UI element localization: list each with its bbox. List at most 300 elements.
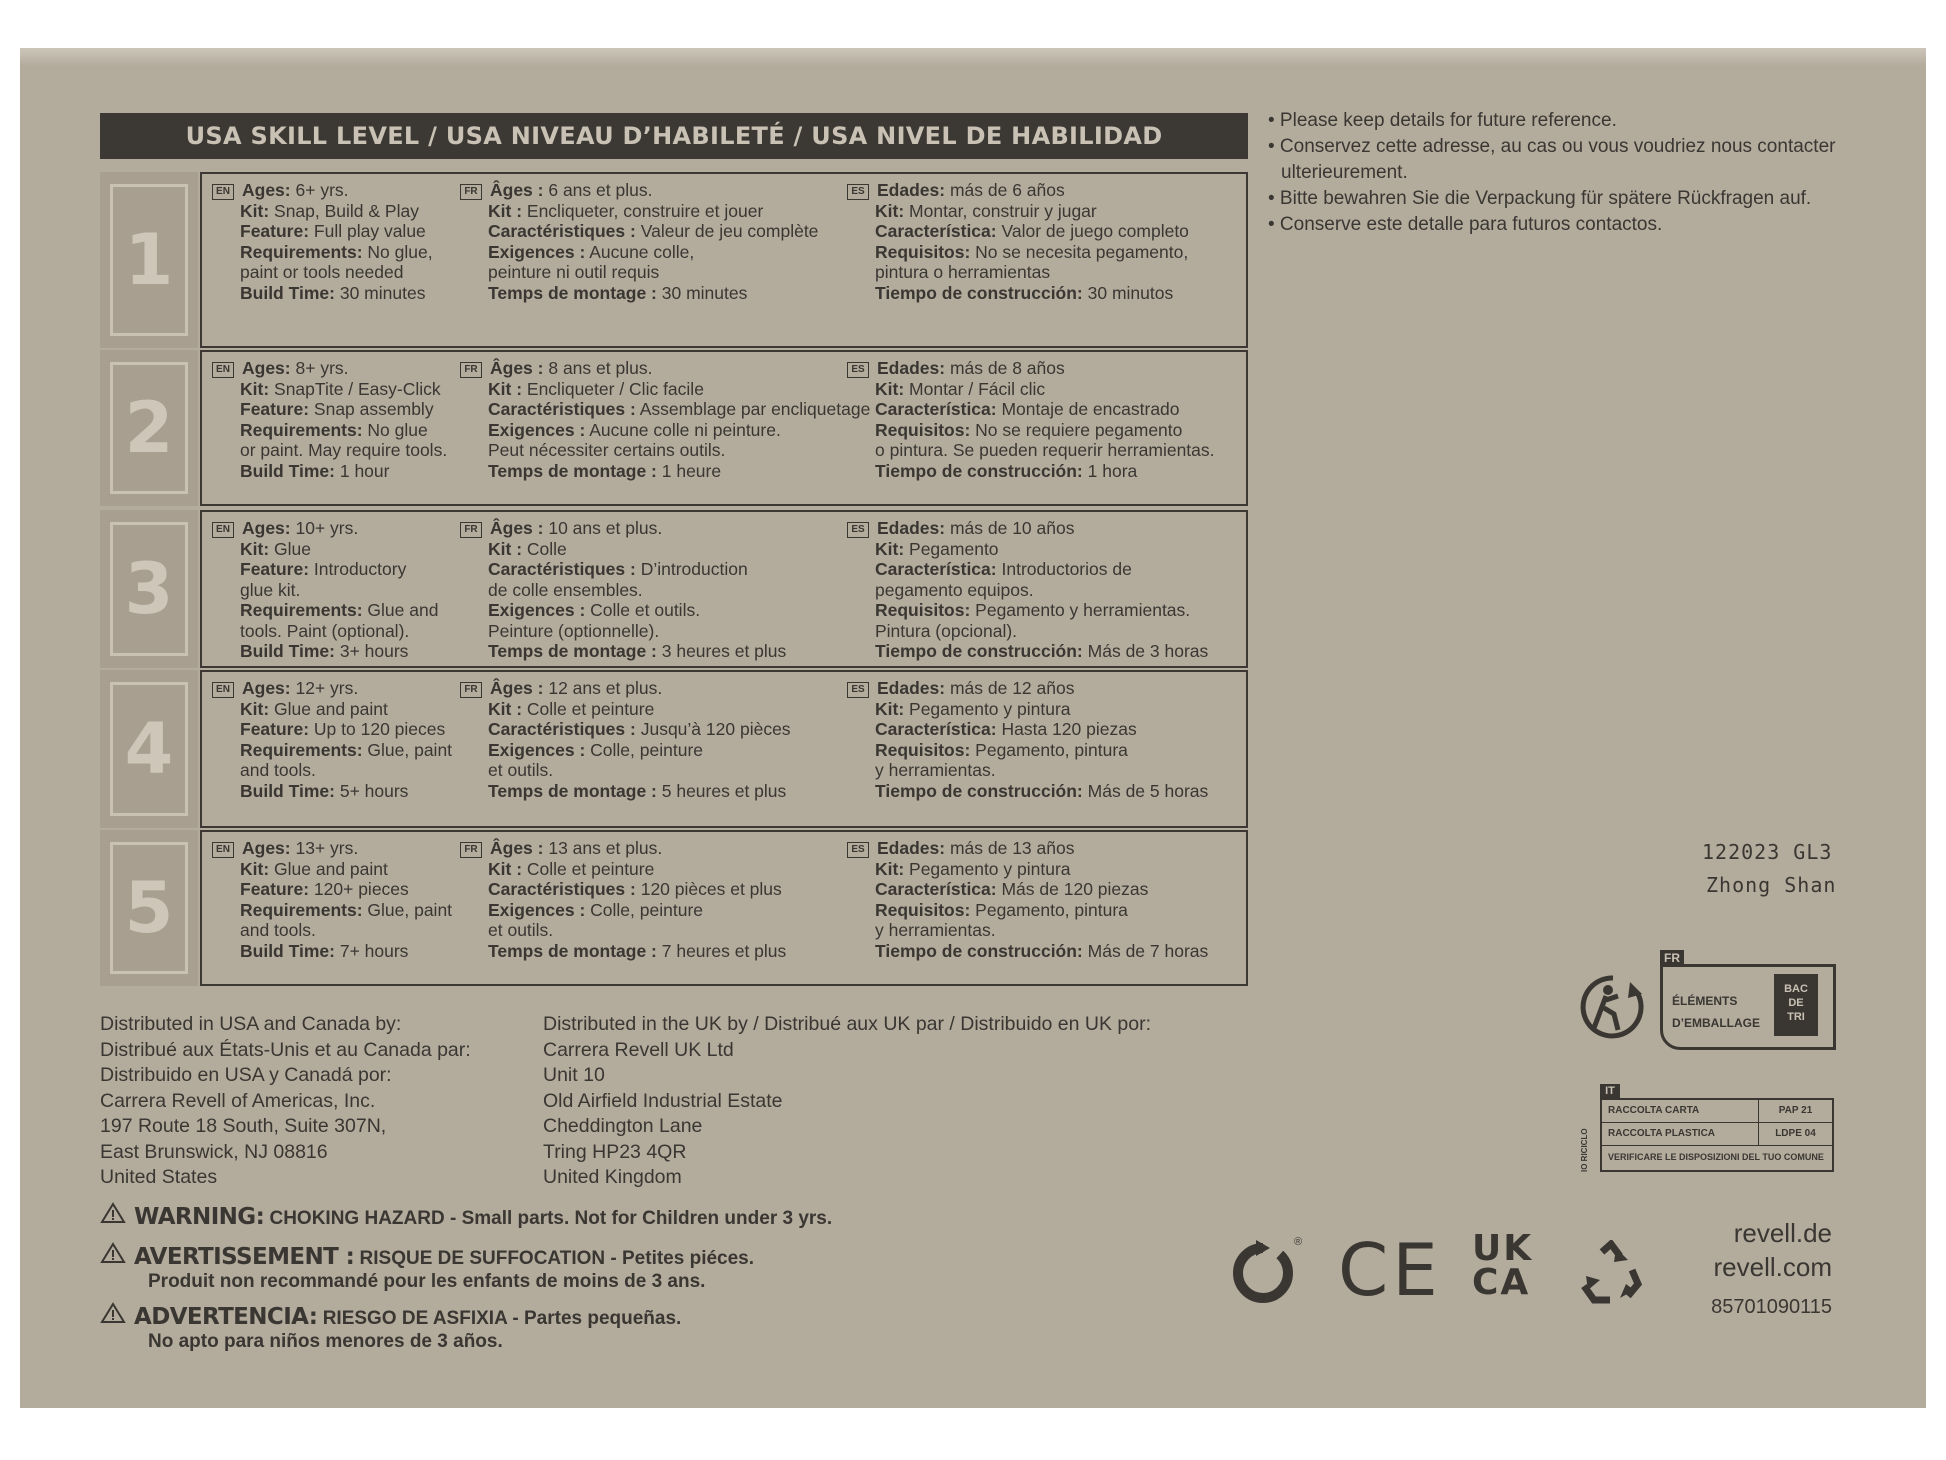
language-tag: EN	[212, 362, 234, 378]
detail-value: Peut nécessiter certains outils.	[488, 440, 726, 460]
language-tag: EN	[212, 184, 234, 200]
detail-line	[460, 518, 786, 539]
warning-title: AVERTISSEMENT :	[134, 1244, 355, 1270]
detail-label: Temps de montage :	[488, 282, 657, 303]
detail-label: Tiempo de construcción:	[875, 641, 1083, 661]
level-fr-column	[460, 518, 786, 662]
level-en-column	[212, 518, 438, 662]
detail-line	[212, 760, 452, 781]
detail-line	[460, 399, 870, 420]
detail-value: de colle ensembles.	[488, 579, 643, 600]
detail-value: Introductory	[313, 559, 407, 579]
detail-value: and tools.	[240, 920, 316, 940]
detail-label: Caractéristiques :	[488, 399, 636, 419]
ukca-text: CA	[1472, 1262, 1531, 1303]
detail-line	[460, 859, 786, 880]
dist-line: Distribué aux États-Unis et au Canada par:	[100, 1038, 471, 1061]
detail-line	[460, 621, 786, 642]
detail-value: 13+ yrs.	[295, 838, 359, 858]
level-number-column	[100, 172, 198, 348]
dist-line: 197 Route 18 South, Suite 307N,	[100, 1115, 387, 1137]
it-footer: VERIFICARE LE DISPOSIZIONI DEL TUO COMUNE	[1608, 1152, 1824, 1162]
detail-label: Requisitos:	[875, 739, 971, 760]
ukca-mark-icon	[1472, 1228, 1534, 1303]
detail-line	[847, 859, 1208, 880]
detail-value: 13 ans et plus.	[548, 838, 663, 858]
dist-line: Distributed in the UK by / Distribué aux UK par / Distribuido en UK por:	[543, 1013, 1152, 1035]
language-tag: ES	[847, 362, 869, 378]
dist-line: United States	[100, 1166, 218, 1188]
detail-line	[847, 580, 1208, 601]
warning-hazard: RIESGO DE ASFIXIA	[322, 1308, 508, 1329]
dist-line: Unit 10	[543, 1064, 605, 1086]
detail-value: Aucune colle,	[589, 241, 695, 262]
detail-value: Snap assembly	[313, 399, 434, 419]
detail-label: Requirements:	[240, 241, 363, 262]
detail-value: Montar, construir y jugar	[909, 200, 1097, 221]
skill-level-row	[100, 350, 1248, 506]
dist-line: Carrera Revell UK Ltd	[543, 1038, 734, 1061]
detail-label: Feature:	[240, 719, 310, 739]
detail-line	[460, 221, 818, 242]
detail-label: Tiempo de construcción:	[875, 940, 1083, 961]
detail-label: Kit :	[488, 698, 523, 719]
detail-value: SnapTite / Easy-Click	[274, 378, 441, 399]
detail-line	[212, 941, 452, 962]
language-tag: EN	[212, 842, 234, 858]
warning-hazard: CHOKING HAZARD	[269, 1208, 445, 1229]
green-dot-icon	[1228, 1236, 1303, 1308]
detail-label: Exigences :	[488, 739, 586, 760]
language-tag: FR	[460, 362, 482, 378]
detail-value: 6+ yrs.	[295, 180, 349, 200]
level-en-column	[212, 838, 452, 961]
detail-line	[847, 420, 1215, 441]
dist-line: United Kingdom	[543, 1166, 682, 1188]
detail-line	[212, 838, 452, 859]
detail-line	[212, 262, 433, 283]
detail-line	[212, 859, 452, 880]
warning-text: - Partes pequeñas.	[507, 1308, 682, 1329]
level-details-box	[200, 510, 1248, 668]
detail-line	[847, 379, 1215, 400]
detail-value: o pintura. Se pueden requerir herramientas.	[875, 440, 1215, 460]
detail-value: 10 ans et plus.	[548, 518, 663, 538]
detail-value: No glue,	[367, 241, 433, 262]
detail-label: Requirements:	[240, 899, 363, 920]
detail-line	[212, 740, 452, 761]
detail-value: Colle et peinture	[526, 698, 655, 719]
reference-notes	[1268, 108, 1835, 238]
detail-value: Glue and	[367, 600, 439, 620]
detail-value: glue kit.	[240, 579, 301, 600]
detail-label: Edades:	[877, 838, 946, 858]
detail-label: Tiempo de construcción:	[875, 460, 1083, 481]
website-com[interactable]: revell.com	[1713, 1252, 1832, 1282]
detail-line	[212, 242, 433, 263]
detail-line	[212, 518, 438, 539]
detail-line	[460, 600, 786, 621]
level-details-box	[200, 350, 1248, 506]
detail-line	[847, 201, 1189, 222]
detail-value: Pegamento y herramientas.	[975, 600, 1191, 620]
detail-label: Kit :	[488, 378, 523, 399]
distributor-usa	[100, 1012, 471, 1191]
detail-line	[460, 719, 791, 740]
detail-value: Peinture (optionnelle).	[488, 620, 660, 641]
detail-line	[460, 781, 791, 802]
detail-line	[847, 283, 1189, 304]
detail-label: Kit :	[488, 200, 523, 221]
detail-line	[847, 539, 1208, 560]
detail-label: Kit:	[240, 200, 270, 221]
detail-value: D’introduction	[640, 559, 748, 579]
detail-line	[212, 559, 438, 580]
language-tag: FR	[460, 682, 482, 698]
detail-label: Caractéristiques :	[488, 559, 636, 579]
detail-value: et outils.	[488, 760, 554, 780]
detail-value: Encliqueter, construire et jouer	[526, 200, 764, 221]
detail-line	[212, 641, 438, 662]
detail-value: and tools.	[240, 760, 316, 780]
detail-line	[212, 678, 452, 699]
language-tag: ES	[847, 842, 869, 858]
bin-text: TRI	[1787, 1011, 1805, 1023]
note-line: • Conserve este detalle para futuros contactos.	[1268, 214, 1663, 235]
detail-label: Kit :	[488, 538, 523, 559]
detail-line	[847, 781, 1208, 802]
batch-code: 122023 GL3	[1702, 840, 1833, 864]
detail-label: Requirements:	[240, 739, 363, 760]
website-de[interactable]: revell.de	[1733, 1218, 1832, 1248]
detail-label: Ages:	[242, 678, 291, 698]
detail-value: Introductorios de	[1001, 559, 1132, 579]
note-line: • Please keep details for future reference.	[1268, 110, 1617, 131]
ce-mark-icon: CE	[1338, 1228, 1442, 1312]
triman-icon	[1578, 950, 1840, 1060]
detail-value: Snap, Build & Play	[274, 200, 419, 221]
detail-value: or paint. May require tools.	[240, 440, 448, 460]
detail-line	[847, 900, 1208, 921]
language-tag: EN	[212, 682, 234, 698]
bin-text: DE	[1788, 997, 1804, 1009]
level-number: 3	[110, 522, 188, 656]
detail-line	[212, 420, 447, 441]
detail-label: Feature:	[240, 399, 310, 419]
language-tag: ES	[847, 184, 869, 200]
detail-line	[847, 879, 1208, 900]
detail-label: Tiempo de construcción:	[875, 780, 1083, 801]
detail-line	[847, 399, 1215, 420]
detail-label: Exigences :	[488, 600, 586, 620]
level-number-column	[100, 670, 198, 828]
it-cell: LDPE 04	[1775, 1128, 1816, 1139]
detail-label: Ages:	[242, 180, 291, 200]
detail-value: Pegamento y pintura	[909, 698, 1071, 719]
warning-es	[100, 1302, 681, 1353]
detail-value: Glue and paint	[274, 858, 388, 879]
warning-icon	[100, 1242, 134, 1270]
detail-value: 120 pièces et plus	[640, 879, 782, 899]
level-es-column	[847, 358, 1215, 481]
detail-label: Temps de montage :	[488, 940, 657, 961]
detail-line	[212, 920, 452, 941]
detail-line	[212, 399, 447, 420]
detail-line	[460, 440, 870, 461]
product-code: 85701090115	[1711, 1296, 1832, 1318]
detail-value: Pegamento, pintura	[975, 899, 1128, 920]
it-tag: IT	[1600, 1084, 1620, 1098]
detail-line	[460, 879, 786, 900]
detail-value: peinture ni outil requis	[488, 262, 660, 282]
level-es-column	[847, 678, 1208, 801]
detail-line	[460, 420, 870, 441]
detail-line	[460, 283, 818, 304]
detail-line	[847, 740, 1208, 761]
detail-line	[847, 760, 1208, 781]
detail-line	[460, 580, 786, 601]
detail-line	[460, 539, 786, 560]
detail-value: Jusqu’à 120 pièces	[640, 719, 791, 739]
detail-value: 12+ yrs.	[295, 678, 359, 698]
detail-line	[460, 461, 870, 482]
detail-value: Más de 5 horas	[1087, 780, 1209, 801]
detail-line	[460, 678, 791, 699]
detail-line	[212, 201, 433, 222]
detail-value: 8 ans et plus.	[548, 358, 653, 378]
detail-label: Requirements:	[240, 600, 363, 620]
detail-label: Característica:	[875, 719, 997, 739]
detail-value: 5 heures et plus	[661, 780, 787, 801]
detail-label: Caractéristiques :	[488, 719, 636, 739]
level-number: 4	[110, 682, 188, 816]
detail-line	[212, 461, 447, 482]
detail-label: Característica:	[875, 879, 997, 899]
level-number-column	[100, 830, 198, 986]
detail-line	[212, 379, 447, 400]
detail-label: Build Time:	[240, 460, 335, 481]
warning-text-2: Produit non recommandé pour les enfants de moins de 3 ans.	[148, 1271, 706, 1292]
detail-line	[847, 600, 1208, 621]
note-line: • Bitte bewahren Sie die Verpackung für spätere Rückfragen auf.	[1268, 188, 1812, 209]
note-line: ulterieurement.	[1281, 162, 1408, 183]
level-details-box	[200, 172, 1248, 348]
warning-fr	[100, 1242, 754, 1293]
level-en-column	[212, 678, 452, 801]
detail-label: Feature:	[240, 559, 310, 579]
warning-en	[100, 1202, 832, 1230]
detail-label: Kit:	[240, 698, 270, 719]
language-tag: FR	[460, 522, 482, 538]
detail-label: Requisitos:	[875, 899, 971, 920]
dist-line: Tring HP23 4QR	[543, 1140, 687, 1163]
warning-title: WARNING:	[134, 1204, 265, 1230]
detail-value: Colle, peinture	[590, 739, 704, 760]
detail-label: Edades:	[877, 518, 946, 538]
detail-label: Âges :	[490, 678, 544, 698]
detail-line	[847, 242, 1189, 263]
level-number-column	[100, 350, 198, 506]
detail-value: más de 8 años	[949, 358, 1065, 378]
detail-line	[212, 180, 433, 201]
level-en-column	[212, 358, 447, 481]
detail-label: Característica:	[875, 399, 997, 419]
detail-value: Pegamento, pintura	[975, 739, 1128, 760]
detail-value: pegamento equipos.	[875, 579, 1034, 600]
skill-level-row	[100, 670, 1248, 828]
detail-label: Âges :	[490, 358, 544, 378]
bin-text: BAC	[1784, 983, 1808, 995]
detail-label: Temps de montage :	[488, 460, 657, 481]
warning-icon	[100, 1302, 134, 1330]
detail-line	[212, 283, 433, 304]
detail-value: Glue and paint	[274, 698, 388, 719]
level-fr-column	[460, 838, 786, 961]
detail-value: Valor de juego completo	[1001, 221, 1189, 241]
detail-value: 12 ans et plus.	[548, 678, 663, 698]
detail-value: Colle et peinture	[526, 858, 655, 879]
detail-value: Glue, paint	[367, 739, 453, 760]
registered-mark: ®	[1294, 1236, 1303, 1248]
detail-label: Tiempo de construcción:	[875, 282, 1083, 303]
dist-line: Distributed in USA and Canada by:	[100, 1013, 402, 1035]
detail-value: Up to 120 pieces	[313, 719, 446, 739]
detail-value: 5+ hours	[339, 780, 409, 801]
detail-line	[460, 559, 786, 580]
warning-text: - Small parts. Not for Children under 3 yrs.	[444, 1208, 833, 1229]
detail-value: Glue, paint	[367, 899, 453, 920]
detail-line	[847, 641, 1208, 662]
detail-line	[460, 358, 870, 379]
detail-line	[212, 358, 447, 379]
warning-icon	[100, 1202, 134, 1230]
detail-line	[847, 678, 1208, 699]
detail-value: et outils.	[488, 920, 554, 940]
detail-value: Hasta 120 piezas	[1001, 719, 1137, 739]
detail-label: Edades:	[877, 180, 946, 200]
detail-label: Característica:	[875, 559, 997, 579]
detail-line	[460, 379, 870, 400]
skill-level-row	[100, 172, 1248, 348]
skill-level-row	[100, 830, 1248, 986]
detail-line	[847, 262, 1189, 283]
detail-value: Pegamento y pintura	[909, 858, 1071, 879]
triman-text: D’EMBALLAGE	[1672, 1016, 1760, 1030]
detail-label: Edades:	[877, 678, 946, 698]
detail-line	[847, 440, 1215, 461]
detail-value: 10+ yrs.	[295, 518, 359, 538]
detail-label: Exigences :	[488, 241, 586, 262]
detail-value: 7 heures et plus	[661, 940, 787, 961]
language-tag: FR	[460, 842, 482, 858]
it-cell: RACCOLTA PLASTICA	[1602, 1123, 1759, 1145]
detail-label: Kit:	[875, 538, 905, 559]
detail-line	[847, 621, 1208, 642]
detail-line	[847, 518, 1208, 539]
ukca-text: UK	[1472, 1228, 1534, 1269]
detail-value: Más de 120 piezas	[1001, 879, 1149, 899]
detail-line	[847, 920, 1208, 941]
note-line: • Conservez cette adresse, au cas ou vous voudriez nous contacter	[1268, 136, 1836, 157]
detail-line	[212, 440, 447, 461]
detail-label: Temps de montage :	[488, 641, 657, 661]
detail-line	[460, 900, 786, 921]
detail-label: Requisitos:	[875, 600, 971, 620]
dist-line: Cheddington Lane	[543, 1115, 703, 1137]
detail-line	[460, 201, 818, 222]
detail-label: Build Time:	[240, 641, 335, 661]
detail-value: y herramientas.	[875, 920, 996, 940]
detail-value: Colle	[526, 538, 567, 559]
detail-line	[460, 262, 818, 283]
detail-value: Colle et outils.	[590, 600, 701, 620]
level-number: 1	[110, 184, 188, 336]
level-es-column	[847, 838, 1208, 961]
language-tag: FR	[460, 184, 482, 200]
italy-recycling-table	[1580, 1084, 1834, 1176]
detail-value: 6 ans et plus.	[548, 180, 653, 200]
detail-label: Kit :	[488, 858, 523, 879]
detail-line	[212, 781, 452, 802]
detail-value: más de 12 años	[949, 678, 1075, 698]
detail-label: Feature:	[240, 879, 310, 899]
detail-value: 30 minutes	[661, 282, 748, 303]
detail-label: Build Time:	[240, 282, 335, 303]
detail-label: Ages:	[242, 838, 291, 858]
origin-city: Zhong Shan	[1706, 873, 1837, 897]
detail-label: Kit:	[875, 378, 905, 399]
detail-label: Caractéristiques :	[488, 879, 636, 899]
detail-value: 120+ pieces	[313, 879, 409, 899]
detail-value: más de 6 años	[949, 180, 1065, 200]
detail-label: Temps de montage :	[488, 780, 657, 801]
detail-label: Requisitos:	[875, 419, 971, 440]
it-cell: PAP 21	[1778, 1105, 1813, 1116]
detail-line	[460, 838, 786, 859]
detail-line	[847, 180, 1189, 201]
detail-value: 1 hour	[339, 460, 390, 481]
detail-value: Pintura (opcional).	[875, 620, 1018, 641]
detail-value: 30 minutos	[1087, 282, 1174, 303]
detail-value: Montar / Fácil clic	[909, 378, 1046, 399]
warning-title: ADVERTENCIA:	[134, 1304, 318, 1330]
detail-label: Requisitos:	[875, 241, 971, 262]
detail-label: Build Time:	[240, 780, 335, 801]
detail-line	[847, 699, 1208, 720]
detail-value: Aucune colle ni peinture.	[589, 419, 781, 440]
detail-line	[460, 941, 786, 962]
detail-line	[460, 699, 791, 720]
detail-label: Kit:	[240, 378, 270, 399]
level-fr-column	[460, 678, 791, 801]
detail-value: 7+ hours	[339, 940, 409, 961]
detail-value: Full play value	[313, 221, 426, 241]
detail-value: y herramientas.	[875, 760, 996, 780]
detail-value: No se requiere pegamento	[975, 419, 1183, 440]
detail-line	[847, 461, 1215, 482]
detail-line	[212, 539, 438, 560]
level-es-column	[847, 180, 1189, 303]
detail-line	[460, 180, 818, 201]
detail-line	[212, 719, 452, 740]
language-tag: ES	[847, 522, 869, 538]
detail-line	[847, 719, 1208, 740]
detail-line	[212, 879, 452, 900]
detail-label: Ages:	[242, 358, 291, 378]
detail-value: Glue	[274, 538, 311, 559]
detail-line	[460, 641, 786, 662]
distributor-uk	[543, 1012, 1151, 1191]
